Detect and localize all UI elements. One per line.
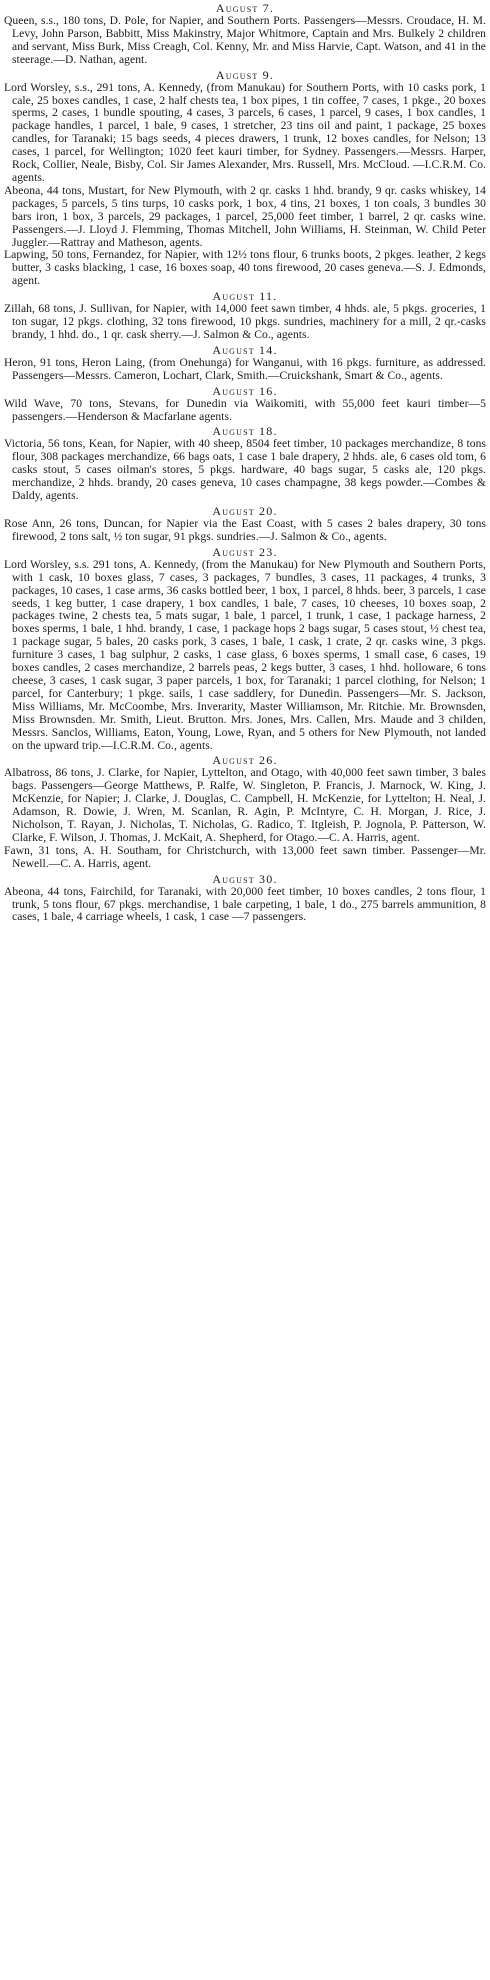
date-heading: August 7. bbox=[215, 1, 275, 15]
date-section bbox=[4, 384, 486, 424]
date-heading: August 18. bbox=[212, 424, 278, 439]
date-section bbox=[4, 343, 486, 383]
date-heading: August 30. bbox=[212, 871, 278, 886]
date-section bbox=[4, 289, 486, 342]
date-heading: August 9. bbox=[215, 67, 275, 82]
date-section bbox=[4, 753, 486, 870]
date-heading: August 23. bbox=[212, 544, 278, 559]
vessel-entry: Albatross, 86 tons, J. Clarke, for Napier, Lyttelton, and Otago, with 40,000 feet sawn timber, 3 bales bags. Passengers—George Matthews, P. Ralfe, W. Singleton, P. Francis, J. Marnock, W. King, J. McKenzie, for Napier; J. Clarke, J. Douglas, C. Campbell, H. McKenzie, for Lyttelton; H. Neal, J. Adamson, R. Dowie, J. Wren, M. Scanlan, R. Agin, P. McIntyre, C. H. Morgan, J. Rice, J. Nicholson, T. Rayan, J. Nicholas, T. Nicholas, G. Radico, T. Itgleish, P. Jognola, P. Patterson, W. Clarke, F. Wilson, J. Thomas, J. McKait, A. Shepherd, for Otago.—C. A. Harris, agent. bbox=[4, 766, 486, 844]
date-section bbox=[4, 1, 486, 67]
date-section bbox=[4, 424, 486, 503]
date-heading: August 14. bbox=[212, 342, 278, 357]
vessel-entry: Fawn, 31 tons, A. H. Southam, for Christchurch, with 13,000 feet sawn timber. Passenger—Mr. Newell.—C. A. Harris, agent. bbox=[4, 843, 486, 870]
date-section bbox=[4, 504, 486, 544]
vessel-entry: Abeona, 44 tons, Fairchild, for Taranaki, with 20,000 feet timber, 10 boxes candles, 2 tons flour, 1 trunk, 5 tons flour, 67 pkgs. merchandise, 1 bale carpeting, 1 bale, 1 do., 275 barrels ammunition, 8 cases, 1 bale, 4 carriage wheels, 1 cask, 1 case —7 passengers. bbox=[4, 884, 486, 924]
shipping-departures-column bbox=[0, 1, 490, 924]
date-heading: August 26. bbox=[212, 753, 278, 768]
date-section bbox=[4, 872, 486, 925]
vessel-entry: Rose Ann, 26 tons, Duncan, for Napier via the East Coast, with 5 cases 2 bales drapery, 30 tons firewood, 2 tons salt, ½ ton sugar, 91 pkgs. sundries.—J. Salmon & Co., agents. bbox=[4, 517, 486, 543]
vessel-entry: Zillah, 68 tons, J. Sullivan, for Napier, with 14,000 feet sawn timber, 4 hhds. ale, 5 pkgs. groceries, 1 ton sugar, 12 pkgs. clothing, 32 tons firewood, 10 pkgs. sundries, machinery for a mill, 2 qr.-casks brandy, 1 hhd. do., 1 qr. cask sherry.—J. Salmon & Co., agents. bbox=[4, 302, 486, 341]
vessel-entry: Queen, s.s., 180 tons, D. Pole, for Napier, and Southern Ports. Passengers—Messrs. Croudace, H. M. Levy, John Parson, Babbitt, Miss Makinstry, Major Whitmore, Captain and Mrs. Bulkely 2 children and servant, Miss Burk, Miss Creagh, Col. Kenny, Mr. and Miss Harvie, Capt. Watson, and 41 in the steerage.—D. Nathan, agent. bbox=[4, 14, 486, 66]
vessel-entry: Lord Worsley, s.s. 291 tons, A. Kennedy, (from the Manukau) for New Plymouth and Southern Ports, with 1 cask, 10 boxes glass, 7 cases, 3 packages, 7 bundles, 3 cases, 11 packages, 4 trunks, 3 packages, 10 cases, 1 case arms, 36 casks bottled beer, 1 box, 1 parcel, 8 hhds. beer, 3 parcels, 1 case seeds, 1 keg butter, 1 case drapery, 1 box candles, 1 bale, 7 cases, 10 cheeses, 10 boxes soap, 2 packages twine, 2 chests tea, 5 mats sugar, 1 bale, 1 parcel, 1 trunk, 1 case, 1 package harness, 2 boxes sperms, 1 bale, 1 hhd. brandy, 1 case, 1 package hops 2 bags sugar, 5 cases stout, ½ chest tea, 1 package sugar, 5 bales, 20 casks pork, 3 cases, 1 bale, 1 cask, 1 crate, 2 qr. casks wine, 3 pkgs. furniture 3 cases, 1 bag sulphur, 2 casks, 1 case glass, 6 boxes sperms, 1 small case, 6 cases, 19 boxes candles, 2 cases merchandize, 2 barrels peas, 2 kegs butter, 3 cases, 1 hhd. holloware, 6 tons cheese, 3 cases, 1 cask sugar, 3 paper parcels, 1 box, for Taranaki; 1 parcel clothing, for Nelson; 1 parcel, for Canterbury; 1 pkge. sails, 1 case saddlery, for Dunedin. Passengers—Mr. S. Jackson, Miss Williams, Mr. McCoombe, Mrs. Inverarity, Master Williamson, Mr. Ritchie. Mr. Brownsden, Miss Brownsden. Mr. Smith, Lieut. Brutton. Mrs. Jones, Mrs. Callen, Mrs. Maude and 3 childen, Messrs. Sanclos, Williams, Eaton, Young, Lowe, Ryan, and 5 others for New Plymouth, not landed on the upward trip.—I.C.R.M. Co., agents. bbox=[4, 557, 486, 752]
date-heading: August 11. bbox=[212, 289, 278, 304]
vessel-entry: Lord Worsley, s.s., 291 tons, A. Kennedy, (from Manukau) for Southern Ports, with 10 casks pork, 1 cale, 25 boxes candles, 1 case, 2 half chests tea, 1 box pipes, 1 tin coffee, 7 cases, 1 pkge., 20 boxes sperms, 2 cases, 1 bundle spouting, 4 cases, 3 parcels, 6 cases, 1 parcel, 9 cases, 1 box candles, 1 package handles, 1 parcel, 1 bale, 9 cases, 1 stretcher, 23 tins oil and paint, 1 package, 25 boxes candles, for Taranaki; 15 bags seeds, 4 pieces drawers, 1 trunk, 12 boxes candles, for Nelson; 13 cases, 1 parcel, for Wellington; 1020 feet kauri timber, for Sydney. Passengers.—Messrs. Harper, Rock, Collier, Neale, Bisby, Col. Sir James Alexander, Mrs. Russell, Mrs. McCloud. —I.C.R.M. Co. agents. bbox=[4, 80, 486, 184]
date-heading: August 16. bbox=[212, 383, 278, 398]
vessel-entry: Victoria, 56 tons, Kean, for Napier, with 40 sheep, 8504 feet timber, 10 packages merchandize, 8 tons flour, 308 packages merchandize, 66 bags oats, 1 case 1 bale drapery, 2 hhds. ale, 6 cases old tom, 6 casks stout, 5 cases oilman's stores, 5 pkgs. hardware, 40 bags sugar, 5 casks ale, 120 pkgs. merchandize, 2 hhds. brandy, 20 cases geneva, 10 cases champagne, 38 kegs powder.—Combes & Daldy, agents. bbox=[4, 437, 486, 503]
date-section bbox=[4, 68, 486, 289]
vessel-entry: Lapwing, 50 tons, Fernandez, for Napier, with 12½ tons flour, 6 trunks boots, 2 pkges. leather, 2 kegs butter, 3 casks blacking, 1 case, 16 boxes soap, 40 tons firewood, 20 cases geneva.—S. J. Edmonds, agent. bbox=[4, 248, 486, 288]
date-section bbox=[4, 545, 486, 753]
vessel-entry: Abeona, 44 tons, Mustart, for New Plymouth, with 2 qr. casks 1 hhd. brandy, 9 qr. casks whiskey, 14 packages, 5 parcels, 5 tins turps, 10 casks pork, 1 box, 4 tins, 21 boxes, 1 ton coals, 3 bundles 30 bars iron, 1 box, 3 parcels, 29 packages, 1 parcel, 25,000 feet timber, 1 barrel, 2 qr. casks wine. Passengers.—J. Lloyd J. Flemming, Thomas Mitchell, John Williams, H. Steinman, W. Child Peter Juggler.—Rattray and Matheson, agents. bbox=[4, 183, 486, 249]
date-heading: August 20. bbox=[212, 504, 278, 518]
vessel-entry: Wild Wave, 70 tons, Stevans, for Dunedin via Waikomiti, with 55,000 feet kauri timber—5 passengers.—Henderson & Macfarlane agents. bbox=[4, 396, 486, 423]
vessel-entry: Heron, 91 tons, Heron Laing, (from Onehunga) for Wanganui, with 16 pkgs. furniture, as addressed. Passengers—Messrs. Cameron, Lochart, Clark, Smith.—Cruickshank, Smart & Co., agents. bbox=[4, 355, 486, 382]
